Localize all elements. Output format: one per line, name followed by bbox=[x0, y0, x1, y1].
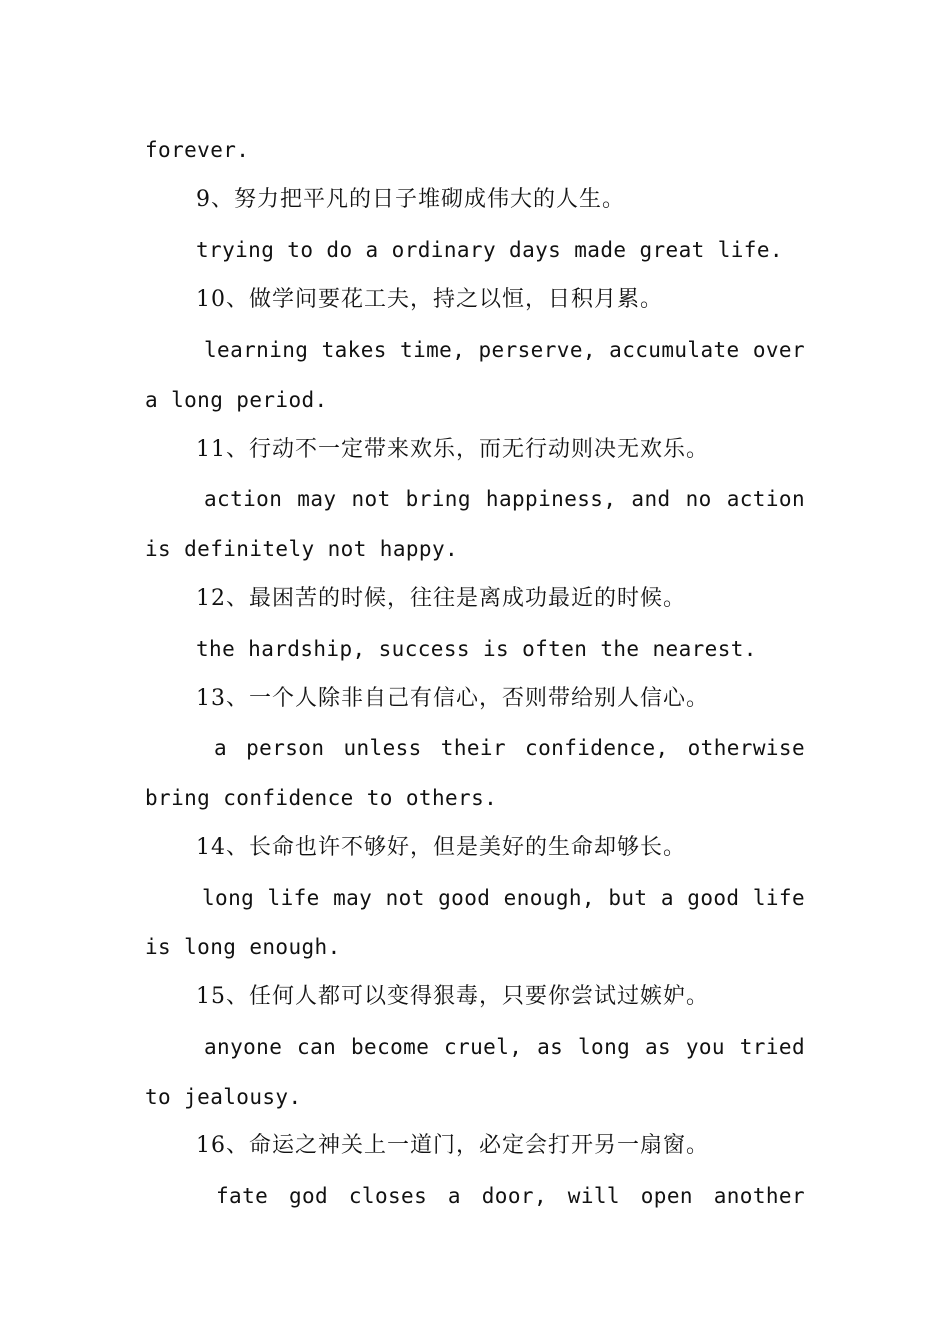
english-translation: a person unless their confidence, otherwise bbox=[214, 736, 805, 760]
text-line: forever. bbox=[145, 138, 250, 162]
chinese-quote: 14、长命也许不够好，但是美好的生命却够长。 bbox=[196, 835, 686, 860]
english-translation: long life may not good enough, but a good life bbox=[202, 886, 805, 910]
chinese-quote: 16、命运之神关上一道门，必定会打开另一扇窗。 bbox=[196, 1133, 709, 1158]
english-translation: learning takes time, perserve, accumulate over bbox=[204, 338, 805, 362]
chinese-quote: 10、做学问要花工夫，持之以恒，日积月累。 bbox=[196, 287, 663, 312]
english-translation: fate god closes a door, will open another bbox=[216, 1184, 805, 1208]
chinese-quote: 9、努力把平凡的日子堆砌成伟大的人生。 bbox=[196, 187, 625, 212]
english-translation: anyone can become cruel, as long as you tried bbox=[204, 1035, 805, 1059]
chinese-quote: 13、一个人除非自己有信心，否则带给别人信心。 bbox=[196, 686, 709, 711]
english-translation-continued: is long enough. bbox=[145, 935, 341, 959]
english-translation-continued: bring confidence to others. bbox=[145, 786, 498, 810]
english-translation: action may not bring happiness, and no action bbox=[204, 487, 805, 511]
english-translation: the hardship, success is often the nearest. bbox=[196, 637, 757, 661]
english-translation-continued: to jealousy. bbox=[145, 1085, 302, 1109]
english-translation-continued: a long period. bbox=[145, 388, 328, 412]
english-translation: trying to do a ordinary days made great life. bbox=[196, 238, 783, 262]
chinese-quote: 11、行动不一定带来欢乐，而无行动则决无欢乐。 bbox=[196, 437, 709, 462]
chinese-quote: 12、最困苦的时候，往往是离成功最近的时候。 bbox=[196, 586, 686, 611]
chinese-quote: 15、任何人都可以变得狠毒，只要你尝试过嫉妒。 bbox=[196, 984, 709, 1009]
english-translation-continued: is definitely not happy. bbox=[145, 537, 459, 561]
